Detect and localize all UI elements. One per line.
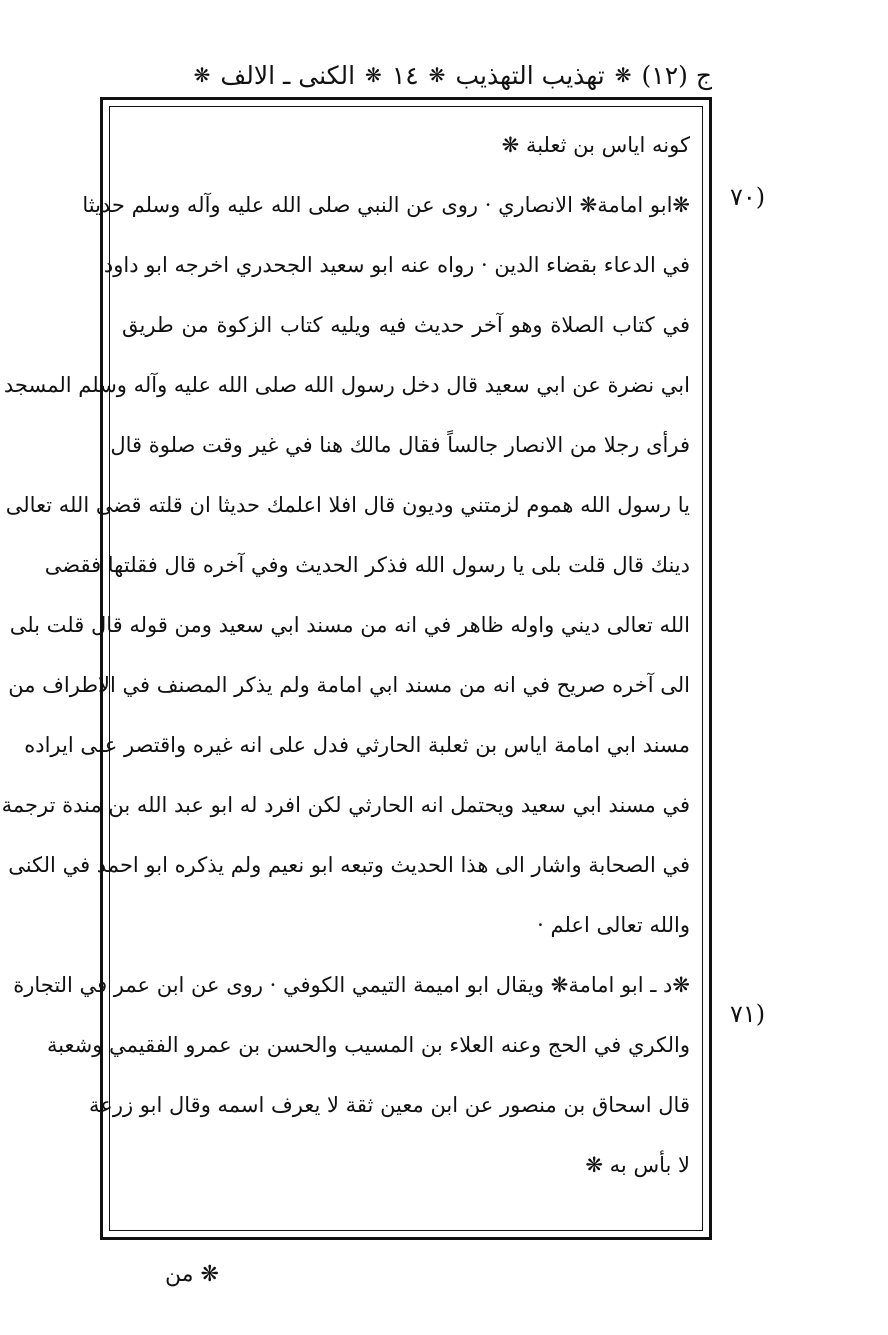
entry-number-71: (٧١ bbox=[730, 1000, 766, 1028]
text-line: في مسند ابي سعيد ويحتمل انه الحارثي لكن افرد له ابو عبد الله بن مندة ترجمة bbox=[1, 793, 690, 817]
text-line: ❋د ـ ابو امامة❋ ويقال ابو اميمة التيمي الكوفي · روى عن ابن عمر في التجارة bbox=[13, 973, 690, 997]
text-line: في الدعاء بقضاء الدين · رواه عنه ابو سعيد الجحدري اخرجه ابو داود bbox=[103, 253, 690, 277]
page-body bbox=[1, 115, 690, 1195]
text-line: قال اسحاق بن منصور عن ابن معين ثقة لا يعرف اسمه وقال ابو زرعة bbox=[89, 1093, 690, 1117]
ornament-icon: ❋ bbox=[428, 63, 446, 87]
text-line: يا رسول الله هموم لزمتني وديون قال افلا اعلمك حديثا ان قلته قضى الله تعالى bbox=[5, 493, 690, 517]
ornament-icon: ❋ bbox=[193, 63, 211, 87]
text-line: ابي نضرة عن ابي سعيد قال دخل رسول الله صلى الله عليه وآله وسلم المسجد bbox=[3, 373, 690, 397]
ornament-icon: ❋ bbox=[365, 63, 382, 87]
text-line: لا بأس به ❋ bbox=[585, 1153, 690, 1177]
text-line: والكري في الحج وعنه العلاء بن المسيب والحسن بن عمرو الفقيمي وشعبة bbox=[46, 1033, 690, 1057]
header-book-title: تهذيب التهذيب bbox=[455, 60, 605, 90]
text-line: ❋ابو امامة❋ الانصاري · روى عن النبي صلى الله عليه وآله وسلم حديثا bbox=[82, 193, 690, 217]
text-line: الى آخره صريح في انه من مسند ابي امامة ولم يذكر المصنف في الاطراف من bbox=[8, 673, 690, 697]
text-line: في الصحابة واشار الى هذا الحديث وتبعه ابو نعيم ولم يذكره ابو احمد في الكنى bbox=[8, 853, 690, 877]
text-line: في كتاب الصلاة وهو آخر حديث فيه ويليه كتاب الزكوة من طريق bbox=[122, 313, 690, 337]
text-line: دينك قال قلت بلى يا رسول الله فذكر الحديث وفي آخره قال فقلتها فقضى bbox=[44, 553, 690, 577]
text-line: الله تعالى ديني واوله ظاهر في انه من مسند ابي سعيد ومن قوله قال قلت بلى bbox=[9, 613, 690, 637]
ornament-icon: ❋ bbox=[614, 63, 632, 87]
header-volume: ج (١٢) bbox=[641, 60, 712, 90]
entry-number-70: (٧٠ bbox=[730, 183, 766, 211]
running-header bbox=[100, 55, 712, 95]
header-section: الكنى ـ الالف bbox=[220, 60, 356, 90]
text-line: كونه اياس بن ثعلبة ❋ bbox=[501, 133, 690, 157]
header-page-number: ١٤ bbox=[391, 60, 419, 90]
text-line: والله تعالى اعلم · bbox=[537, 913, 690, 937]
text-line: فرأى رجلا من الانصار جالساً فقال مالك هنا في غير وقت صلوة قال bbox=[110, 433, 690, 457]
text-line: مسند ابي امامة اياس بن ثعلبة الحارثي فدل على انه غيره واقتصر على ايراده bbox=[24, 733, 690, 757]
catchword: ❋ من bbox=[165, 1262, 219, 1287]
